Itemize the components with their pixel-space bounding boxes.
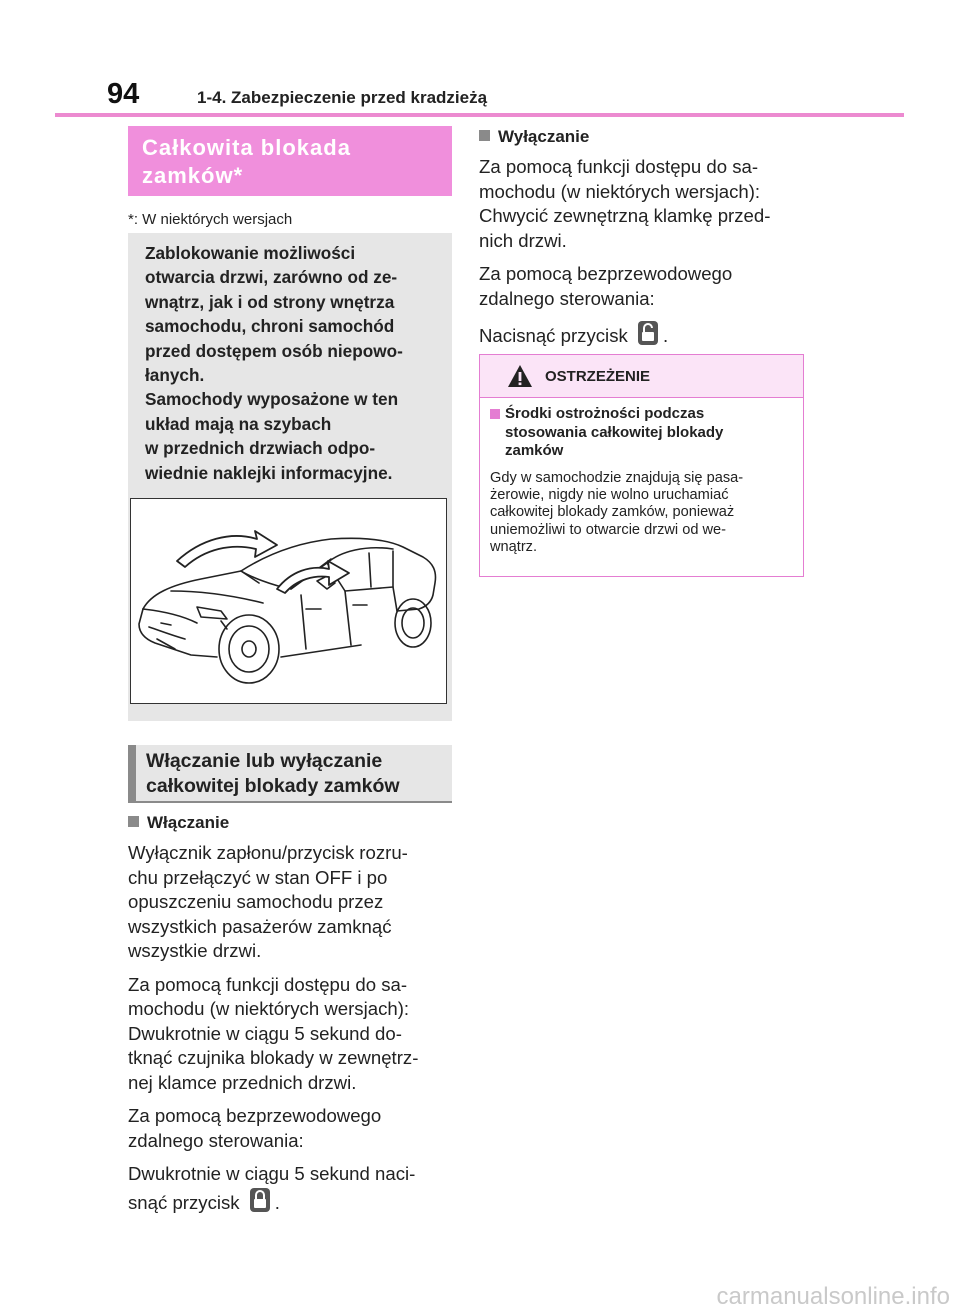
enable-instructions <box>128 841 458 1228</box>
intro-line: układ mają na szybach <box>145 413 332 434</box>
disable-heading-label: Wyłączanie <box>498 127 590 146</box>
topic-title-line: zamków* <box>142 163 244 188</box>
section-title: 1-4. Zabezpieczenie przed kradzieżą <box>197 88 488 107</box>
text-punctuation: . <box>274 1191 280 1213</box>
warning-subtitle-line: Środki ostrożności podczas <box>505 405 705 422</box>
topic-title <box>128 126 452 196</box>
square-bullet-icon <box>490 409 500 419</box>
text-punctuation: . <box>662 325 669 346</box>
text-line: Za pomocą funkcji dostępu do sa- <box>479 156 759 177</box>
warning-label: OSTRZEŻENIE <box>545 368 651 385</box>
topic-title-line: Całkowita blokada <box>142 135 351 160</box>
disable-instructions <box>479 155 809 362</box>
text-line: opuszczeniu samochodu przez <box>128 891 384 912</box>
warning-text-line: wnątrz. <box>490 538 538 555</box>
lock-closed-icon <box>249 1187 271 1220</box>
intro-line: otwarcia drzwi, zarówno od ze- <box>145 267 398 288</box>
enable-heading <box>128 813 229 833</box>
intro-line: przed dostępem osób niepowo- <box>145 340 403 361</box>
warning-text-line: Gdy w samochodzie znajdują się pasa- <box>490 470 744 486</box>
text-line: snąć przycisk <box>128 1191 240 1213</box>
square-bullet-icon <box>128 816 139 827</box>
header-divider <box>55 113 904 117</box>
warning-subtitle-line: zamków <box>505 442 564 459</box>
warning-text-line: całkowitej blokady zamków, ponieważ <box>490 504 735 521</box>
text-line: wszystkie drzwi. <box>128 940 262 961</box>
warning-subtitle <box>490 405 790 461</box>
intro-line: Zablokowanie możliwości <box>145 243 356 263</box>
section-heading-line: Włączanie lub wyłączanie <box>146 750 383 772</box>
lock-open-icon <box>637 320 659 353</box>
warning-subtitle-line: stosowania całkowitej blokady <box>505 423 724 441</box>
text-line: Za pomocą bezprzewodowego <box>479 263 733 284</box>
page-number: 94 <box>107 78 140 110</box>
intro-line: samochodu, chroni samochód <box>145 316 395 337</box>
square-bullet-icon <box>479 130 490 141</box>
warning-box <box>479 354 804 577</box>
text-line: chu przełączyć w stan OFF i po <box>128 866 388 888</box>
car-illustration <box>130 498 447 704</box>
text-line: Wyłącznik zapłonu/przycisk rozru- <box>128 842 408 863</box>
warning-text-line: żerowie, nigdy nie wolno uruchamiać <box>490 487 729 504</box>
intro-line: łanych. <box>145 365 205 386</box>
text-line: Nacisnąć przycisk <box>479 325 628 346</box>
text-line: Za pomocą bezprzewodowego <box>128 1105 382 1126</box>
intro-line: Samochody wyposażone w ten <box>145 389 399 410</box>
car-drawing <box>131 499 445 702</box>
intro-line: wnątrz, jak i od strony wnętrza <box>145 291 395 312</box>
footnote: *: W niektórych wersjach <box>128 211 293 228</box>
warning-triangle-icon <box>506 363 534 389</box>
warning-text <box>490 470 792 556</box>
intro-line: w przednich drzwiach odpo- <box>145 438 376 459</box>
warning-text-line: uniemożliwi to otwarcie drzwi od we- <box>490 521 727 538</box>
section-heading <box>128 745 452 803</box>
text-line: nich drzwi. <box>479 229 567 251</box>
text-line: zdalnego sterowania: <box>128 1129 304 1151</box>
intro-box <box>128 233 452 489</box>
page-header <box>95 78 903 118</box>
disable-heading <box>479 127 589 147</box>
text-line: Za pomocą funkcji dostępu do sa- <box>128 973 408 995</box>
warning-header <box>480 355 803 398</box>
intro-line: wiednie naklejki informacyjne. <box>145 462 393 483</box>
text-line: nej klamce przednich drzwi. <box>128 1071 357 1093</box>
figure-panel <box>128 489 452 721</box>
enable-heading-label: Włączanie <box>147 813 230 832</box>
text-line: Dwukrotnie w ciągu 5 sekund naci- <box>128 1163 416 1184</box>
section-heading-line: całkowitej blokady zamków <box>146 775 400 797</box>
text-line: Chwycić zewnętrzną klamkę przed- <box>479 205 771 226</box>
text-line: zdalnego sterowania: <box>479 287 655 309</box>
text-line: mochodu (w niektórych wersjach): <box>128 998 410 1019</box>
text-line: wszystkich pasażerów zamknąć <box>128 915 392 937</box>
text-line: Dwukrotnie w ciągu 5 sekund do- <box>128 1022 402 1044</box>
text-line: mochodu (w niektórych wersjach): <box>479 180 761 202</box>
watermark: carmanualsonline.info <box>716 1283 950 1310</box>
text-line: tknąć czujnika blokady w zewnętrz- <box>128 1047 419 1068</box>
